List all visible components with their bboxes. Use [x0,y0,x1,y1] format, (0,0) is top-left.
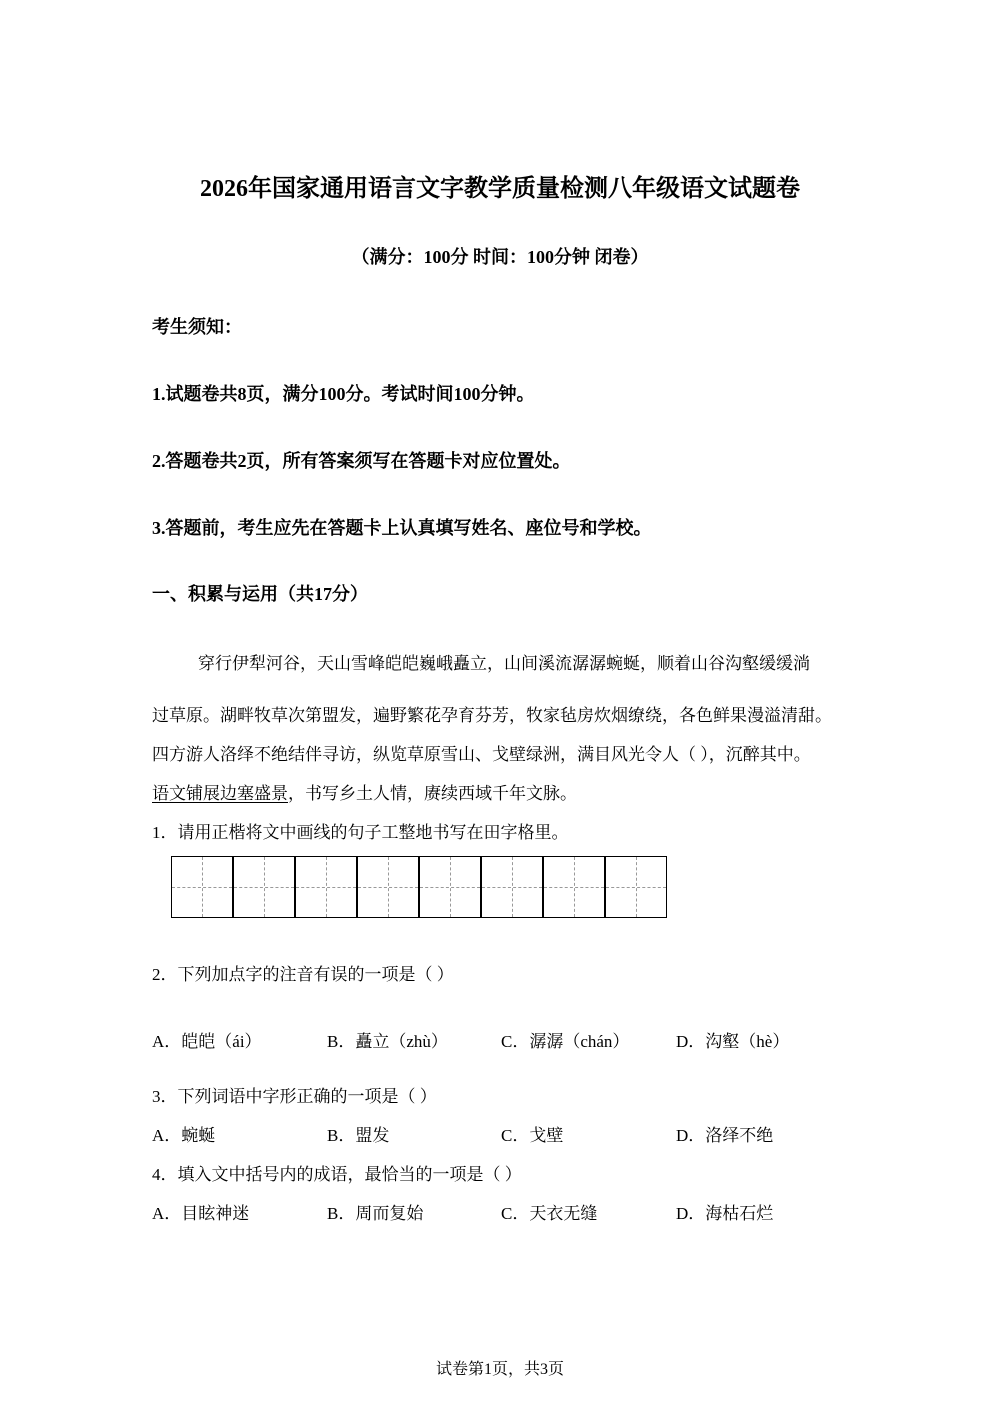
grid-cell[interactable] [543,856,605,918]
notice-item-1: 1.试题卷共8页，满分100分。考试时间100分钟。 [152,384,535,404]
page-title: 2026年国家通用语言文字教学质量检测八年级语文试题卷 [200,176,800,202]
question-4: 4．填入文中括号内的成语，最恰当的一项是（ ） [152,1165,522,1184]
q4-option-b: B．周而复始 [327,1204,424,1223]
grid-cell[interactable] [481,856,543,918]
notice-heading: 考生须知： [152,317,242,337]
grid-cell[interactable] [357,856,419,918]
notice-item-2: 2.答题卷共2页，所有答案须写在答题卡对应位置处。 [152,451,571,471]
q4-option-d: D．海枯石烂 [676,1204,774,1223]
grid-cell[interactable] [171,856,233,918]
q3-option-b: B．盟发 [327,1126,390,1145]
grid-cell[interactable] [419,856,481,918]
q2-option-c: C．潺潺（chán） [501,1032,630,1051]
question-3: 3．下列词语中字形正确的一项是（ ） [152,1087,437,1106]
grid-cell[interactable] [605,856,667,918]
underlined-sentence: 语文铺展边塞盛景 [152,784,288,803]
q3-option-c: C．戈壁 [501,1126,564,1145]
exam-info: （满分：100分 时间：100分钟 闭卷） [351,247,649,267]
q2-option-b: B．矗立（zhù） [327,1032,448,1051]
passage-line-4 [152,779,577,804]
q4-option-a: A．目眩神迷 [152,1204,250,1223]
grid-cell[interactable] [233,856,295,918]
passage-line-2: 过草原。湖畔牧草次第盟发，遍野繁花孕育芬芳，牧家毡房炊烟缭绕，各色鲜果漫溢清甜。 [152,706,832,725]
section-heading: 一、积累与运用（共17分） [152,584,368,604]
q2-option-d: D．沟壑（hè） [676,1032,790,1051]
q4-option-c: C．天衣无缝 [501,1204,598,1223]
q3-option-d: D．洛绎不绝 [676,1126,774,1145]
passage-line-1: 穿行伊犁河谷，天山雪峰皑皑巍峨矗立，山间溪流潺潺蜿蜒，顺着山谷沟壑缓缓淌 [198,654,810,673]
page-footer: 试卷第1页，共3页 [435,1361,564,1378]
question-2: 2．下列加点字的注音有误的一项是（ ） [152,965,454,984]
passage-line-3: 四方游人洛绎不绝结伴寻访，纵览草原雪山、戈壁绿洲，满目风光令人（ ），沉醉其中。 [152,745,811,764]
grid-cell[interactable] [295,856,357,918]
tianzige-grid[interactable] [171,856,667,918]
passage-line-4-rest: ，书写乡土人情，赓续西域千年文脉。 [288,784,577,803]
q2-option-a: A．皑皑（ái） [152,1032,262,1051]
question-1: 1．请用正楷将文中画线的句子工整地书写在田字格里。 [152,823,569,842]
notice-item-3: 3.答题前，考生应先在答题卡上认真填写姓名、座位号和学校。 [152,518,652,538]
q3-option-a: A．蜿蜒 [152,1126,216,1145]
